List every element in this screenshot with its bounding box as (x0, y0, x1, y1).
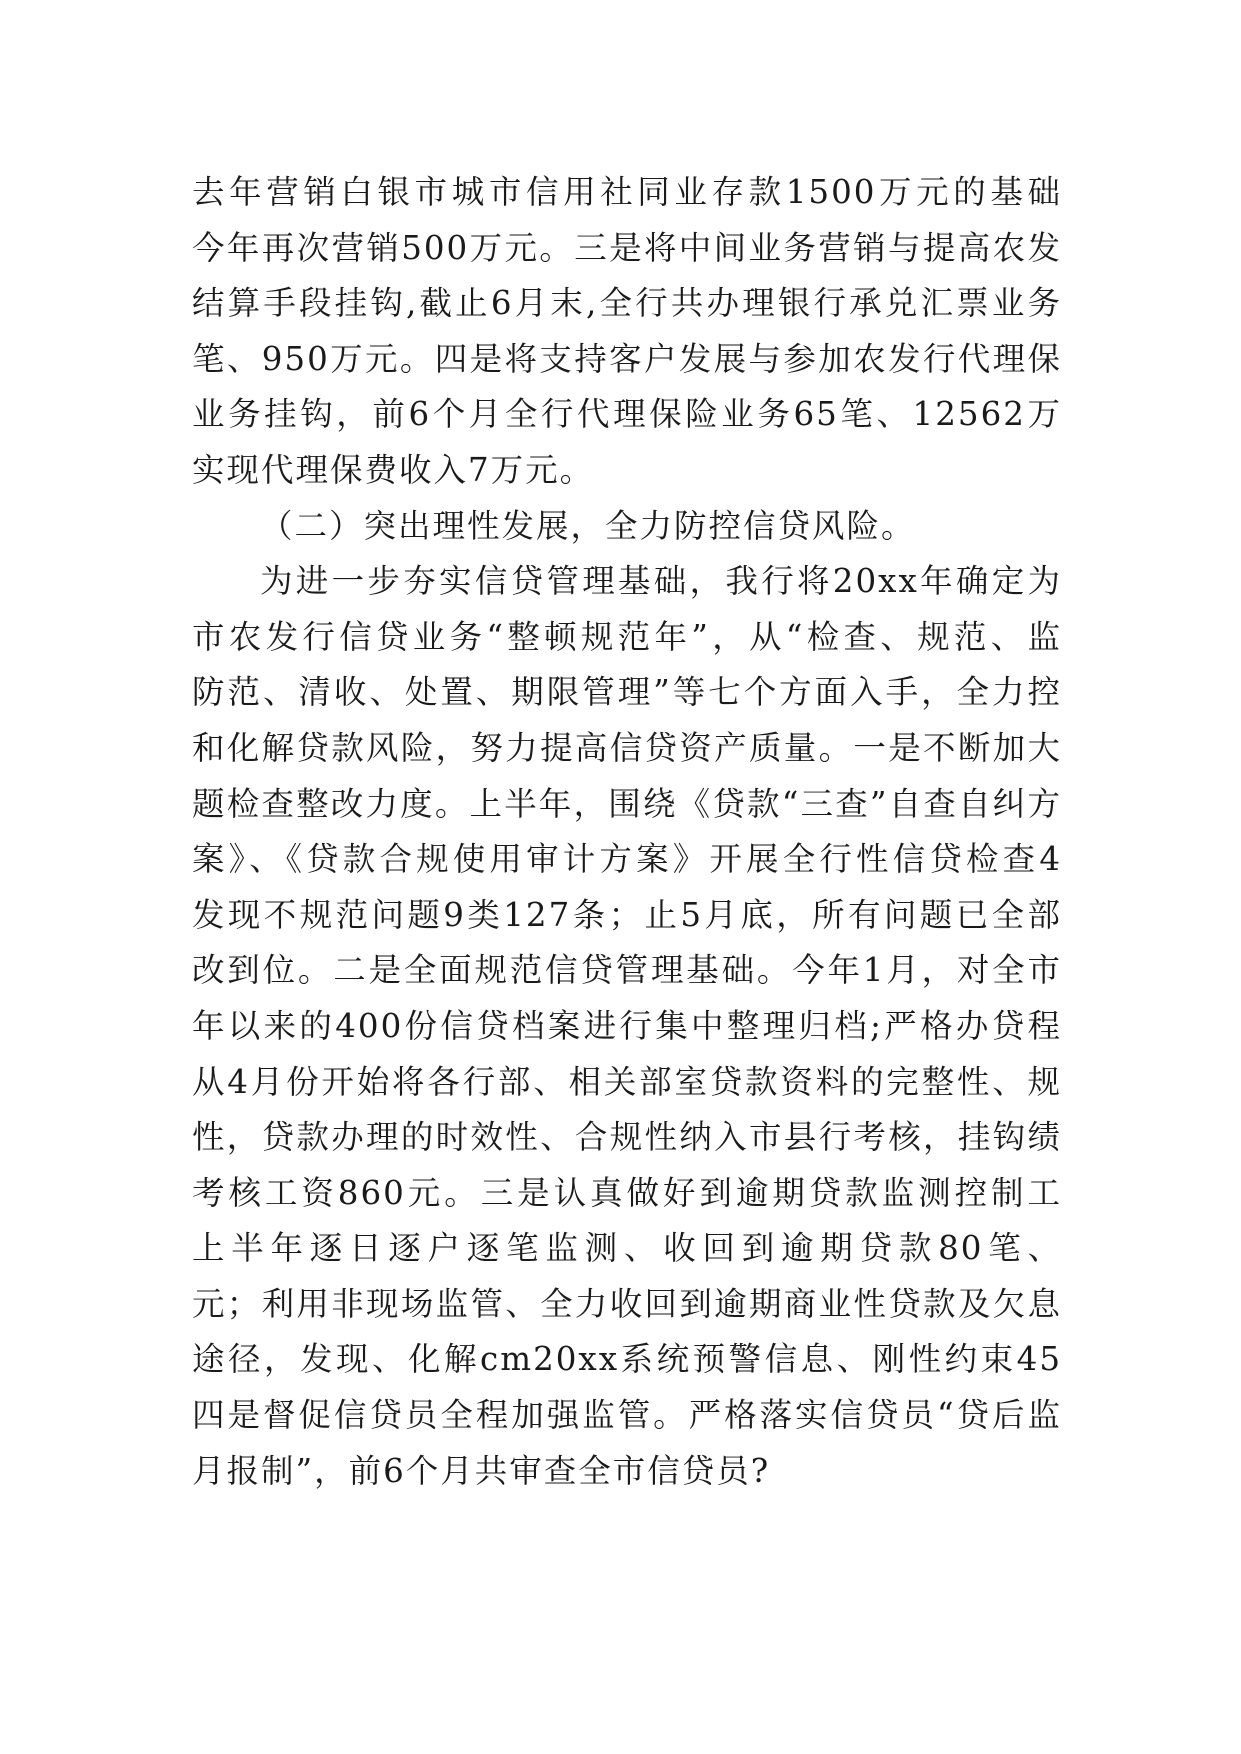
text-line: 笔、950万元。四是将支持客户发展与参加农发行代理保 (192, 339, 1062, 378)
body-text (192, 165, 1062, 1499)
text-line: 上半年逐日逐户逐笔监测、收回到逾期贷款80笔、 (192, 1229, 1062, 1268)
text-line: 月报制”，前6个月共审查全市信贷员? (192, 1451, 771, 1490)
text-line: 市农发行信贷业务“整顿规范年”，从“检查、规范、监 (192, 617, 1062, 656)
text-line: 考核工资860元。三是认真做好到逾期贷款监测控制工 (192, 1173, 1062, 1212)
text-line: 性，贷款办理的时效性、合规性纳入市县行考核，挂钩绩 (192, 1118, 1062, 1157)
text-line: 发现不规范问题9类127条；止5月底，所有问题已全部 (192, 895, 1062, 934)
text-line: 案》、《贷款合规使用审计方案》开展全行性信贷检查4 (192, 840, 1062, 879)
text-line: 今年再次营销500万元。三是将中间业务营销与提高农发 (192, 228, 1062, 267)
text-line: 和化解贷款风险，努力提高信贷资产质量。一是不断加大 (192, 728, 1062, 767)
text-line: 为进一步夯实信贷管理基础，我行将20xx年确定为 (260, 562, 1062, 601)
text-line: 年以来的400份信贷档案进行集中整理归档;严格办贷程 (192, 1006, 1062, 1045)
text-line: 题检查整改力度。上半年，围绕《贷款“三查”自查自纠方 (192, 784, 1062, 823)
text-line: 元；利用非现场监管、全力收回到逾期商业性贷款及欠息 (192, 1284, 1062, 1323)
text-line: （二）突出理性发展，全力防控信贷风险。 (260, 506, 916, 545)
text-line: 四是督促信贷员全程加强监管。严格落实信贷员“贷后监 (192, 1396, 1062, 1435)
text-line: 防范、清收、处置、期限管理”等七个方面入手，全力控 (192, 673, 1062, 712)
text-line: 改到位。二是全面规范信贷管理基础。今年1月，对全市 (192, 951, 1062, 990)
text-line: 实现代理保费收入7万元。 (192, 450, 595, 489)
text-line: 途径，发现、化解cm20xx系统预警信息、刚性约束45 (192, 1340, 1062, 1379)
text-line: 业务挂钩，前6个月全行代理保险业务65笔、12562万 (192, 395, 1062, 434)
text-line: 从4月份开始将各行部、相关部室贷款资料的完整性、规 (192, 1062, 1062, 1101)
text-line: 结算手段挂钩,截止6月末,全行共办理银行承兑汇票业务 (192, 284, 1062, 323)
text-line: 去年营销白银市城市信用社同业存款1500万元的基础 (192, 173, 1062, 211)
